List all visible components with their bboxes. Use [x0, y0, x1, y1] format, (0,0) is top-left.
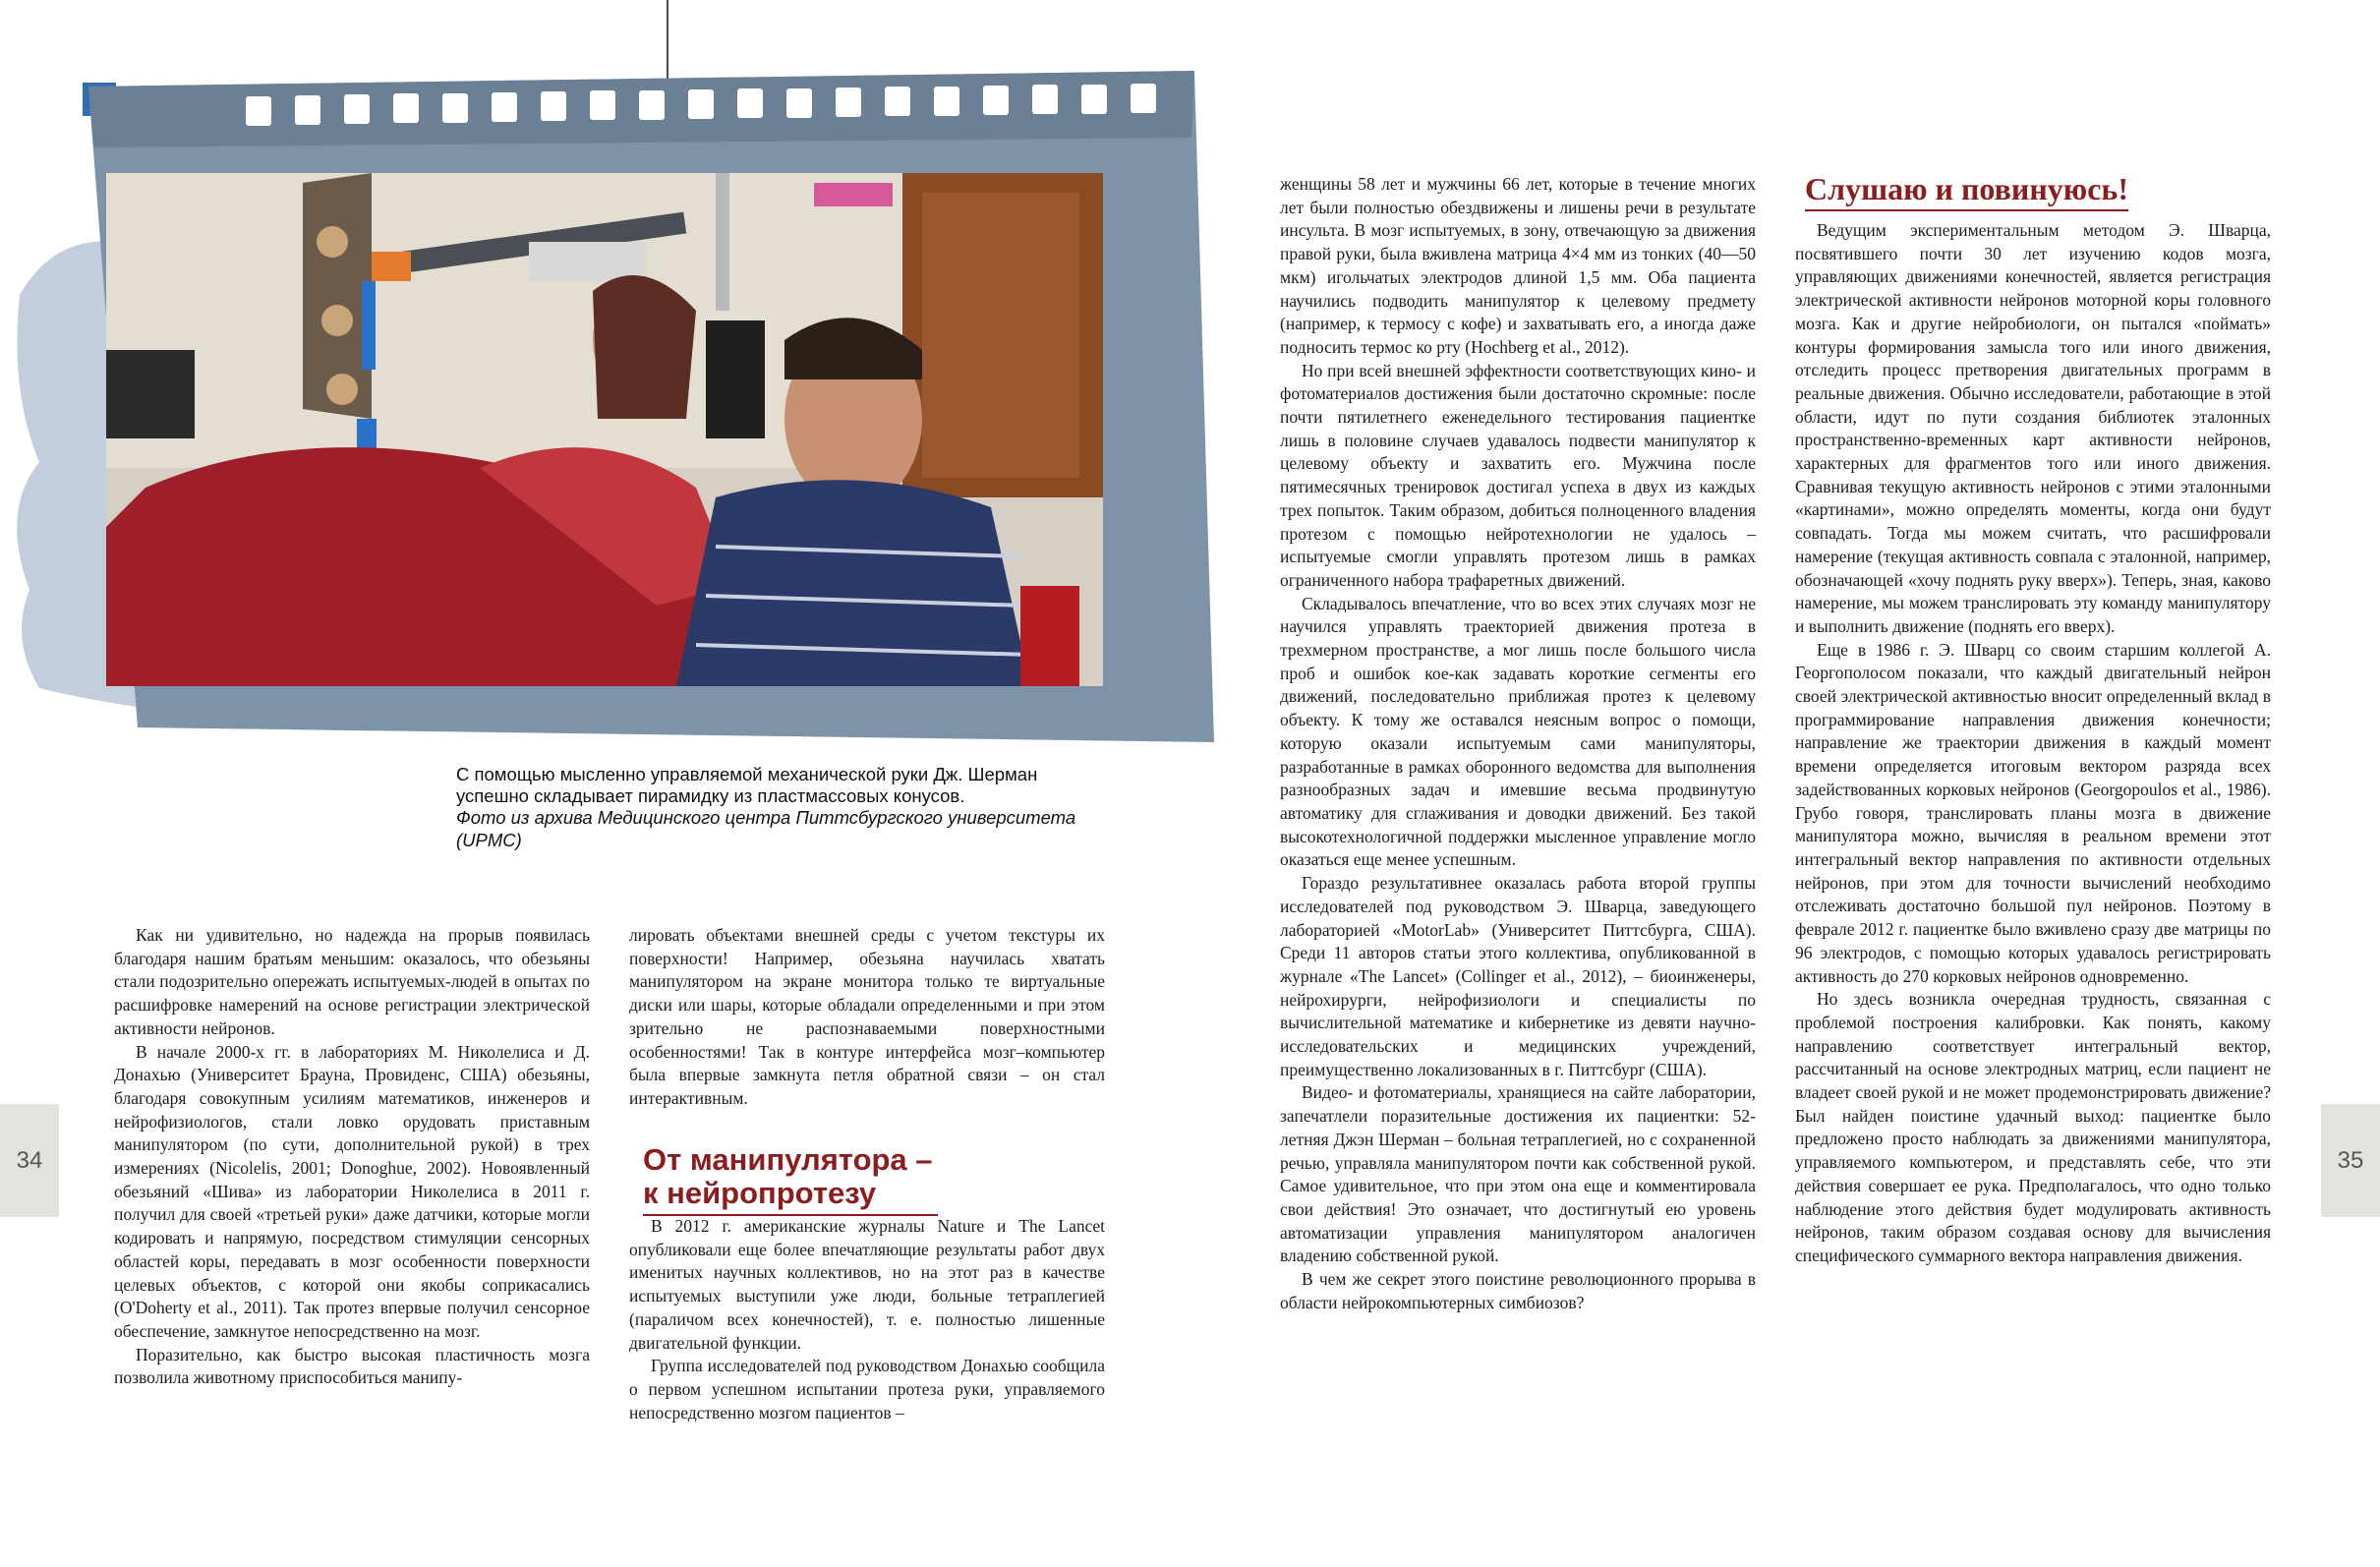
folio-right: 35 [2321, 1104, 2380, 1217]
text-column-4 [1795, 219, 2271, 1268]
caption-credit: Фото из архива Медицинского центра Питтсбургского университета (UPMC) [456, 807, 1076, 850]
text-column-2-bottom [629, 1215, 1105, 1424]
paragraph: лировать объектами внешней среды с учетом текстуры их поверхности! Например, обезьяна научилась хватать манипулятором на экране монитора только те виртуальные диски или шары, которые обладали определенными и при этом зрительно не распознаваемыми поверхностными особенностями! Так в контуре интерфейса мозг–компьютер была впервые замкнута петля обратной связи – он стал интерактивным. [629, 925, 1105, 1108]
heading-text: От манипулятора – к нейропротезу [643, 1143, 938, 1216]
paragraph: В чем же секрет этого поистине революционного прорыва в области нейрокомпьютерных симбиозов? [1280, 1269, 1756, 1312]
filmstrip-photo-frame [0, 0, 1239, 757]
paragraph: Ведущим экспериментальным методом Э. Шварца, посвятившего почти 30 лет изучению кодов мозга, управляющих движениями конечностей, является регистрация электрической активности нейронов моторной коры головного мозга. Как и другие нейробиологи, он пытался «поймать» контуры формирования замысла того или иного движения, отследить процесс претворения двигательных программ в реальные движения. Обычно исследователи, работающие в этой области, идут по пути создания библиотек эталонных пространственно-временных карт активности нейронов, характерных для фрагментов того или иного движения. Сравнивая текущую активность нейронов с этими эталонными «картинами», можно определять моменты, когда они будут совпадать. Тогда мы можем считать, что расшифровали намерение (текущая активность совпала с эталонной, например, обозначающей «хочу поднять руку вверх»). Теперь, зная, каково намерение, мы можем транслировать эту команду манипулятору и выполнить движение (поднять его вверх). [1795, 220, 2271, 636]
paragraph: женщины 58 лет и мужчины 66 лет, которые в течение многих лет были полностью обездвижены и лишены речи в результате инсульта. В мозг испытуемых, в зону, отвечающую за движения правой руки, была вживлена матрица 4×4 мм из тонких (40—50 мкм) игольчатых электродов длиной 1,5 мм. Оба пациента научились подводить манипулятор к целевому предмету (например, к термосу с кофе) и захватывать его, а иногда даже подносить термос ко рту (Hochberg et al., 2012). [1280, 174, 1756, 357]
text-column-2-top [629, 924, 1105, 1111]
paragraph: В начале 2000-х гг. в лабораториях М. Николелиса и Д. Донахью (Университет Брауна, Провиденс, США) обезьяны, благодаря совокупным усилиям математиков, инженеров и нейрофизиологов, стали ловко орудовать приставным манипулятором (по сути, дополнительной рукой) в трех измерениях (Nicolelis, 2001; Donoghue, 2002). Новоявленный обезьяний «Шива» из лаборатории Николелиса в 2011 г. получил для своей «третьей руки» даже датчики, которые могли кодировать и напрямую, посредством стимуляции сенсорных областей коры, передавать в мозг особенности поверхности целевых объектов, с которой они якобы соприкасались (O'Doherty et al., 2011). Так протез впервые получил сенсорное обеспечение, замкнутое непосредственно на мозг. [114, 1041, 590, 1341]
heading-text: Слушаю и повинуюсь! [1805, 172, 2128, 211]
paragraph: Еще в 1986 г. Э. Шварц со своим старшим коллегой А. Георгополосом показали, что каждый двигательный нейрон своей электрической активностью вносит определенный вклад в программирование направления движения конечности; направление же траектории движения в каждый момент времени определяется итоговым вектором разряда всех задействованных корковых нейронов (Georgopoulos et al., 1986). Грубо говоря, транслировать планы мозга в движение манипулятора можно, вычисляя в реальном времени этот интегральный вектор направления по активности отдельных нейронов, при этом для точности вычислений необходимо отслеживать достаточно большой пул нейронов. Поэтому в феврале 2012 г. пациентке было вживлено сразу две матрицы по 96 электродов, с помощью которых удавалось регистрировать активность до 270 корковых нейронов одновременно. [1795, 639, 2271, 986]
caption-text: С помощью мысленно управляемой механической руки Дж. Шерман успешно складывает пирамидку из пластмассовых конусов. [456, 764, 1038, 807]
paragraph: Поразительно, как быстро высокая пластичность мозга позволила животному приспособиться манипу- [114, 1344, 590, 1388]
paragraph: Как ни удивительно, но надежда на прорыв появилась благодаря нашим братьям меньшим: оказалось, что обезьяны стали подозрительно опережать испытуемых-людей в опытах по расшифровке намерений на основе регистрации электрической активности нейронов. [114, 925, 590, 1038]
folio-left: 34 [0, 1104, 59, 1217]
paragraph: Складывалось впечатление, что во всех этих случаях мозг не научился управлять траекторией движения протеза в трехмерном пространстве, а мог лишь после большого числа проб и ошибок кое-как задавать короткие сегменты его движений, последовательно приближая протез к целевому объекту. К тому же оставался неясным вопрос о помощи, которую оказали испытуемым сами манипуляторы, разработанные в рамках оборонного ведомства для выполнения разнообразных задач и имевшие весьма продвинутую автоматику для сглаживания и доводки движений. Без такой высокотехнологичной поддержки мысленное управление могло оказаться еще менее успешным. [1280, 593, 1756, 870]
text-column-1 [114, 924, 590, 1390]
photo-caption [456, 764, 1085, 851]
section-heading-obey [1805, 172, 2128, 211]
paragraph: В 2012 г. американские журналы Nature и The Lancet опубликовали еще более впечатляющие результаты работ двух именитых научных коллективов, но на этот раз в качестве испытуемых выступили уже люди, больные тетраплегией (параличом всех конечностей), т. е. полностью лишенные двигательной функции. [629, 1216, 1105, 1353]
paragraph: Но здесь возникла очередная трудность, связанная с проблемой построения калибровки. Как понять, какому направлению соответствует интегральный вектор, рассчитанный на основе электродных матриц, если пациент не владеет своей рукой и не может продемонстрировать движение? Был найден поистине удачный выход: пациентке было предложено просто наблюдать за движениями манипулятора, управляемого компьютером, и представлять себе, что эти действия совершает ее рука. Предполагалось, что одно только наблюдение этого действия будет модулировать активность нейронов, таким образом создавая основу для вычисления специфического суммарного вектора направления движения. [1795, 989, 2271, 1265]
paragraph: Гораздо результативнее оказалась работа второй группы исследователей под руководством Э. Шварца, заведующего лабораторией «MotorLab» (Университет Питтсбурга, США). Среди 11 авторов статьи этого коллектива, опубликованной в журнале «The Lancet» (Collinger et al., 2012), – биоинженеры, нейрохирурги, нейрофизиологи и специалисты по вычислительной математике и кибернетике из девяти научно-исследовательских и медицинских учреждений, преимущественно локализованных в г. Питтсбург (США). [1280, 873, 1756, 1079]
text-column-3 [1280, 173, 1756, 1314]
photo-robotic-arm-patient [106, 173, 1103, 686]
paragraph: Но при всей внешней эффектности соответствующих кино- и фотоматериалов достижения были достаточно скромные: после почти пятилетнего еженедельного тестирования пациенткe лишь в половине случаев удавалось подвести манипулятор к целевому объекту и захватить его. Мужчина после пятимесячных тренировок достигал успеха в двух из каждых трех попыток. Таким образом, добиться полноценного владения протезом с помощью нейротехнологии не удалось – испытуемые смогли управлять протезом лишь в рамках ограниченного набора трафаретных движений. [1280, 360, 1756, 590]
section-heading-neuroprosthesis [643, 1143, 938, 1216]
paragraph: Видео- и фотоматериалы, хранящиеся на сайте лаборатории, запечатлели поразительные достижения их пациентки: 52-летняя Джэн Шерман – больная тетраплегией, но с сохраненной речью, управляла манипулятором почти как собственной рукой. Самое удивительное, что при этом она еще и комментировала свои действия! Это означает, что достигнутый ею уровень автоматизации управления манипулятором аналогичен владению собственной рукой. [1280, 1082, 1756, 1266]
paragraph: Группа исследователей под руководством Донахью сообщила о первом успешном испытании протеза руки, управляемого непосредственно мозгом пациентов – [629, 1356, 1105, 1422]
